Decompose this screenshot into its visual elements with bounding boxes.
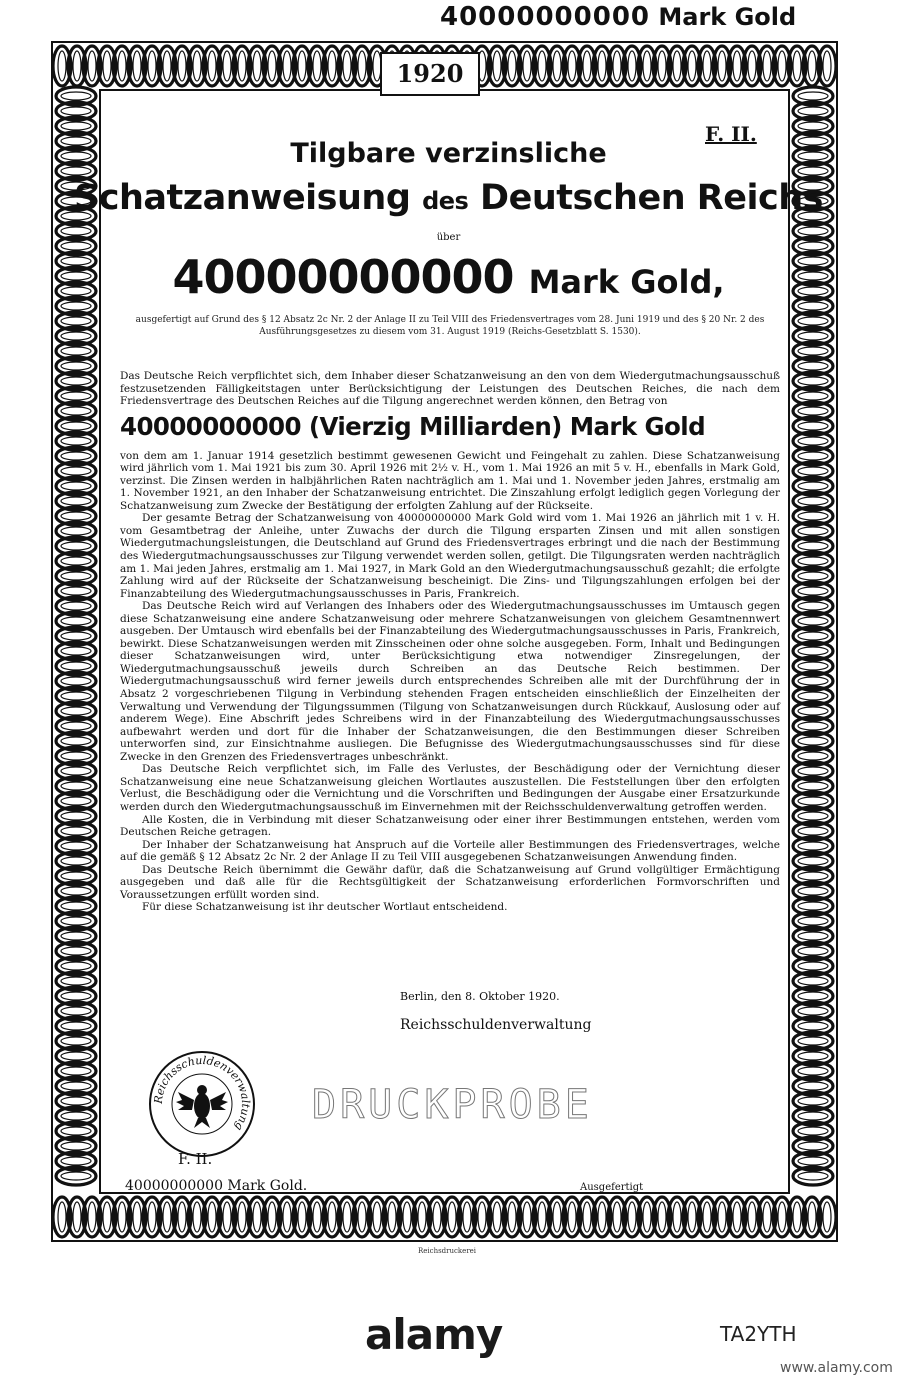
paragraph-6: Alle Kosten, die in Verbindung mit dieser Schatzanweisung oder einer ihrer Bestimmungen entstehen, werden vom Deutschen Reiche getragen. [120, 813, 780, 839]
amount-in-words: 40000000000 (Vierzig Milliarden) Mark Gold [120, 411, 706, 441]
issuing-authority: Reichsschuldenverwaltung [400, 1017, 592, 1033]
main-amount-unit: Mark Gold, [528, 263, 725, 301]
printer-imprint: Reichsdruckerei [418, 1247, 477, 1255]
top-amount-unit: Mark Gold [658, 3, 797, 31]
site-url: www.alamy.com [780, 1360, 893, 1376]
seal-lettering: Reichsschuldenverwaltung [151, 1053, 253, 1133]
title-line-2 [0, 178, 897, 218]
ueber-label: über [436, 232, 461, 243]
paragraph-9: Für diese Schatzanweisung ist ihr deutscher Wortlaut entscheidend. [142, 901, 508, 914]
title-word-des: des [422, 187, 469, 215]
main-amount [0, 250, 897, 304]
image-id: TA2YTH [720, 1322, 797, 1346]
ausgefertigt-label: Ausgefertigt [580, 1182, 644, 1193]
paragraph-4: Das Deutsche Reich wird auf Verlangen des Inhabers oder des Wiedergutmachungsausschusses im Umtausch gegen diese Schatzanweisung eine andere Schatzanweisung oder mehrere Schatzanweisungen von gleichem Gesamtnennwert ausgeben. Der Umtausch wird ebenfalls bei der Finanzabteilung des Wiedergutmachungsausschusses in Paris, Frankreich, bewirkt. Diese Schatzanweisungen werden mit Zinsscheinen oder ohne solche ausgegeben. Form, Inhalt und Bedingungen dieser Schatzanweisungen wird, unter Berücksichtigung etwa notwendiger Zinsregelungen, der Wiedergutmachungsausschuß jeweils durch Schreiben an das Deutsche Reich bestimmen. Der Wiedergutmachungsausschuß wird ferner jeweils durch entsprechendes Schreiben alle mit der Durchführung der in Absatz 2 vorgeschriebenen Tilgung in Verbindung stehenden Fragen entscheiden einschließlich der Einzelheiten der Verwaltung und Verwendung der Tilgungssummen (Tilgung von Schatzanweisungen durch Rückkauf, Auslosung oder auf anderem Wege). Eine Abschrift jedes Schreibens wird in der Finanzabteilung des Wiedergutmachungsausschusses aufbewahrt werden und dort für die Inhaber der Schatzanweisungen, die den Bestimmungen dieser Schreiben unterworfen sind, zur Einsichtnahme ausliegen. Die Befugnisse des Wiedergutmachungsausschusses sind für diese Zwecke in den Grenzen des Friedensvertrages unbeschränkt. [120, 600, 780, 763]
year-box: 1920 [380, 52, 480, 96]
place-date: Berlin, den 8. Oktober 1920. [400, 990, 560, 1003]
issued-basis: ausgefertigt auf Grund des § 12 Absatz 2c Nr. 2 der Anlage II zu Teil VIII des Friedensvertrages vom 28. Juni 1919 und des § 20 Nr. 2 des Ausführungsgesetzes zu diesem vom 31. August 1919 (Reichs-Gesetzblatt S. 1530). [135, 315, 765, 337]
title-word-schatzanweisung: Schatzanweisung [73, 178, 411, 218]
bottom-amount: 40000000000 Mark Gold. [125, 1178, 308, 1194]
bottom-series: F. II. [178, 1150, 213, 1168]
eagle-seal [148, 1050, 256, 1158]
druckprobe-perforation: DRUCKPROBE [312, 1082, 593, 1128]
paragraph-7: Der Inhaber der Schatzanweisung hat Anspruch auf die Vorteile aller Bestimmungen des Friedensvertrages, welche auf die gemäß § 12 Absatz 2c Nr. 2 der Anlage II zu Teil VIII ausgegebenen Schatzanweisungen Anwendung finden. [120, 838, 780, 864]
paragraph-3: Der gesamte Betrag der Schatzanweisung von 40000000000 Mark Gold wird vom 1. Mai 1926 an jährlich mit 1 v. H. vom Gesamtbetrag der Anleihe, unter Zuwachs der durch die Tilgung ersparten Zinsen und mit allen sonstigen Wiedergutmachungsleistungen, die Deutschland auf Grund des Friedensvertrages erbringt und die nach der Bestimmung des Wiedergutmachungsausschusses zur Tilgung verwendet werden sollen, getilgt. Die Tilgungsraten werden nachträglich am 1. Mai jeden Jahres, erstmalig am 1. Mai 1927, in Mark Gold an den Wiedergutmachungsausschuß gezahlt; die erfolgte Zahlung wird auf der Rückseite der Schatzanweisung bescheinigt. Die Zins- und Tilgungszahlungen erfolgen bei der Finanzabteilung des Wiedergutmachungsausschusses in Paris, Frankreich. [120, 512, 780, 600]
main-amount-number: 40000000000 [172, 250, 514, 304]
paragraph-2: von dem am 1. Januar 1914 gesetzlich bestimmt gewesenen Gewicht und Feingehalt zu zahlen. Diese Schatzanweisung wird jährlich vom 1. Mai 1921 bis zum 30. April 1926 mit 2½ v. H., vom 1. Mai 1926 an mit 5 v. H., ebenfalls in Mark Gold, verzinst. Die Zinsen werden in halbjährlichen Raten nachträglich am 1. Mai und 1. November jeden Jahres, erstmalig am 1. November 1921, an den Inhaber der Schatzanweisung entrichtet. Die Zinszahlung erfolgt lediglich gegen Vorlegung der Schatzanweisung zum Zwecke der Bestätigung der erfolgten Zahlung auf der Rückseite. [120, 449, 780, 512]
title-line-1: Tilgbare verzinsliche [290, 138, 607, 169]
paragraph-8: Das Deutsche Reich übernimmt die Gewähr dafür, daß die Schatzanweisung auf Grund vollgültiger Ermächtigung ausgegeben und daß alle für die Rechtsgültigkeit der Schatzanweisung erforderlichen Formvorschriften und Voraussetzungen erfüllt worden sind. [120, 863, 780, 901]
series-number: F. II. [705, 122, 757, 146]
paragraph-5: Das Deutsche Reich verpflichtet sich, im Falle des Verlustes, der Beschädigung oder der Vernichtung dieser Schatzanweisung eine neue Schatzanweisung gleichen Wortlautes auszustellen. Die Feststellungen über den erfolgten Verlust, die Beschädigung oder die Vernichtung und die Vorschriften und Bedingungen der Ausgabe einer Ersatzurkunde werden durch den Wiedergutmachungsausschuß im Einvernehmen mit der Reichsschuldenverwaltung getroffen werden. [120, 763, 780, 813]
paragraph-1: Das Deutsche Reich verpflichtet sich, dem Inhaber dieser Schatzanweisung an den von dem Wiedergutmachungsausschuß festzusetzenden Fälligkeitstagen unter Berücksichtigung der Leistungen des Deutschen Reiches, die nach dem Friedensvertrage des Deutschen Reiches auf die Tilgung angerechnet werden können, den Betrag von [120, 370, 780, 408]
alamy-logo: alamy [365, 1310, 503, 1359]
title-word-reichs: Deutschen Reichs [480, 178, 823, 218]
bond-text [120, 370, 780, 914]
top-amount-number: 40000000000 [440, 2, 650, 32]
eagle-icon [176, 1085, 228, 1128]
top-amount [440, 2, 796, 32]
